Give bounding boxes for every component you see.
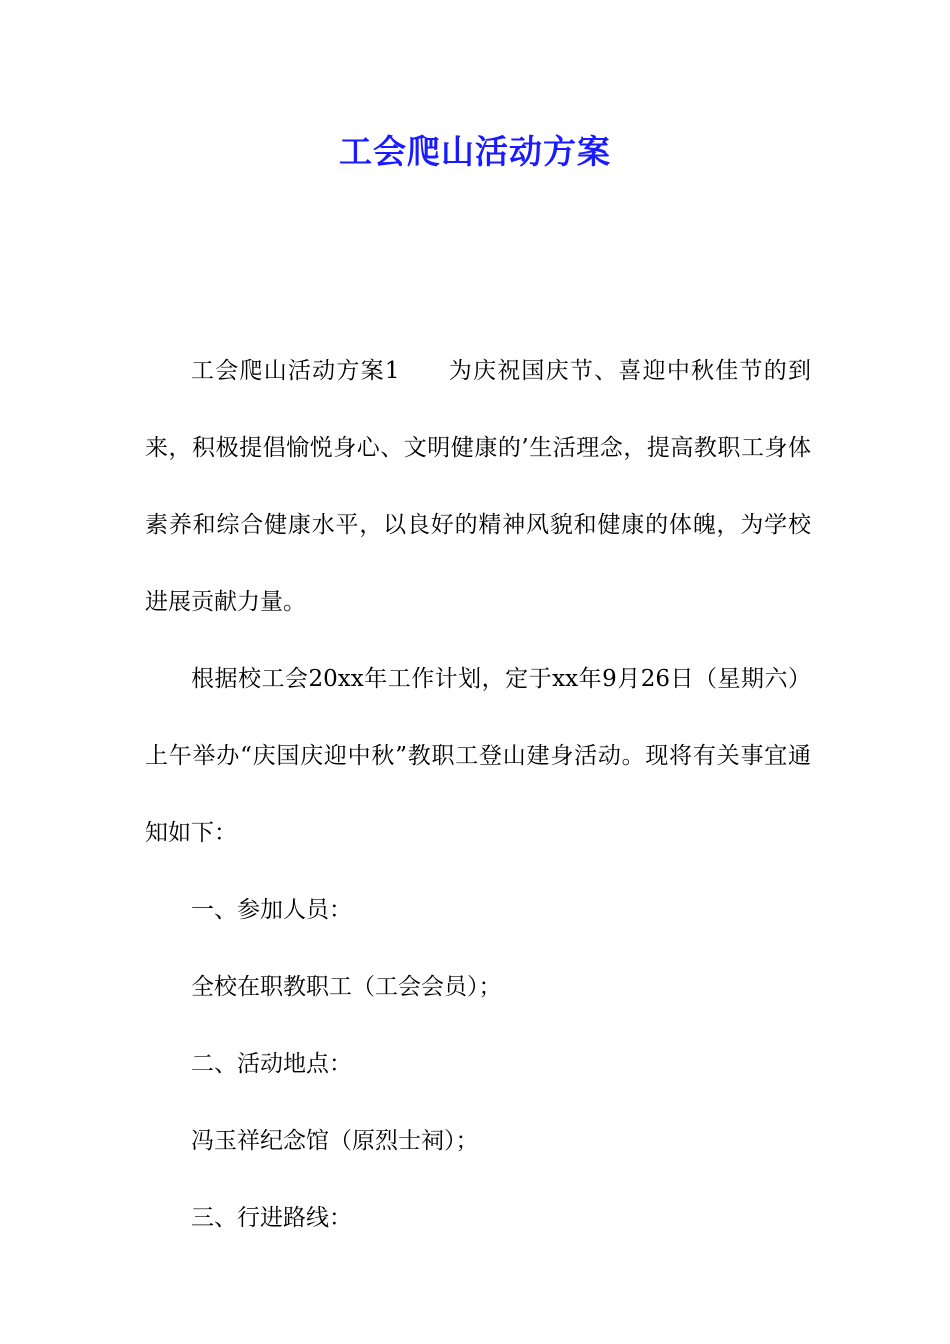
intro-paragraph <box>145 333 811 641</box>
intro-heading: 工会爬山活动方案1 <box>191 358 400 384</box>
section-heading-participants: 一、参加人员： <box>191 897 352 923</box>
participants-paragraph: 全校在职教职工（工会会员）； <box>191 974 502 1000</box>
intro-text: 为庆祝国庆节、喜迎中秋佳节的到来，积极提倡愉悦身心、文明健康的’生活理念，提高教职工身体素养和综合健康水平，以良好的精神风貌和健康的体魄，为学校进展贡献力量。 <box>145 358 811 615</box>
section-heading-route: 三、行进路线： <box>191 1205 352 1231</box>
location-paragraph: 冯玉祥纪念馆（原烈士祠）； <box>191 1128 479 1154</box>
notice-paragraph: 根据校工会20xx年工作计划，定于xx年9月26日（星期六）上午举办“庆国庆迎中秋”教职工登山建身活动。现将有关事宜通知如下： <box>145 666 811 846</box>
document-body <box>145 333 811 1257</box>
document-title: 工会爬山活动方案 <box>339 132 611 171</box>
section-heading-location: 二、活动地点： <box>191 1051 352 1077</box>
